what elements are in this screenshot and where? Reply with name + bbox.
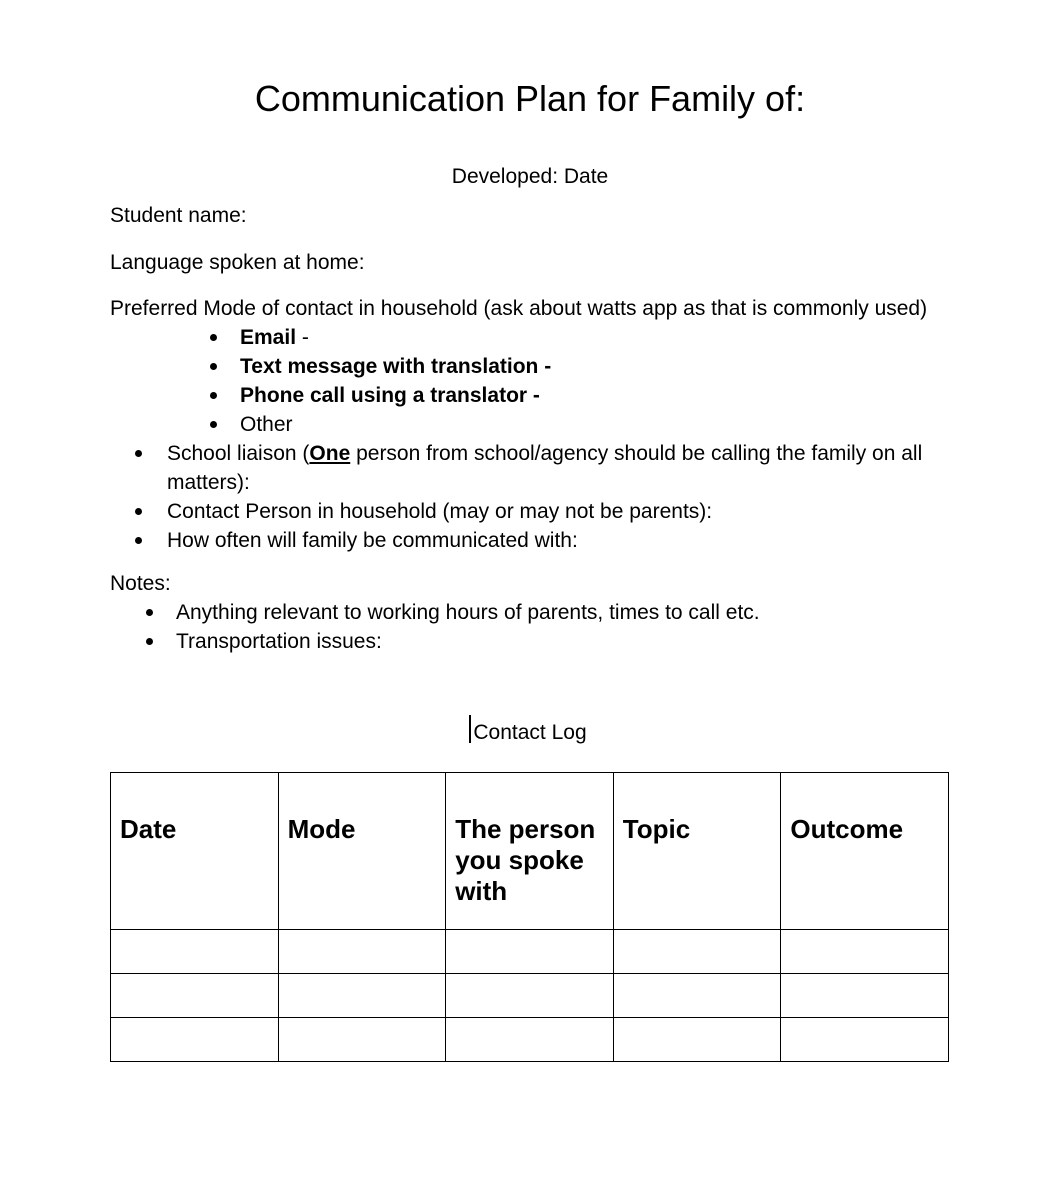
mode-option-plain-text: -: [296, 326, 309, 349]
communication-frequency-item[interactable]: How often will family be communicated with:: [110, 526, 950, 555]
mode-option-text-message[interactable]: [110, 352, 950, 381]
contact-log-heading-text: [473, 718, 586, 747]
contact-log-table: [110, 772, 949, 1062]
liaison-prefix: School liaison (: [167, 442, 310, 465]
student-name-line[interactable]: Student name:: [110, 204, 247, 227]
notes-transportation-item[interactable]: Transportation issues:: [110, 627, 950, 656]
table-cell[interactable]: [111, 1018, 279, 1062]
table-cell[interactable]: [111, 930, 279, 974]
table-row: [111, 930, 949, 974]
preferred-mode-line[interactable]: Preferred Mode of contact in household (ask about watts app as that is commonly used): [110, 297, 928, 320]
mode-option-bold-text: Phone call using a translator -: [240, 384, 540, 407]
contact-person-item[interactable]: Contact Person in household (may or may not be parents):: [110, 497, 950, 526]
notes-list: [110, 598, 950, 656]
contact-log-table-header: [111, 773, 949, 930]
table-cell[interactable]: [613, 974, 781, 1018]
mode-option-other[interactable]: [110, 410, 950, 439]
table-cell[interactable]: [111, 974, 279, 1018]
text-cursor: [469, 715, 471, 743]
contact-table-empty-rows: [111, 930, 949, 1062]
mode-options-list: [110, 323, 950, 439]
mode-option-plain-text: Other: [240, 413, 293, 436]
mode-option-email[interactable]: [110, 323, 950, 352]
column-header-topic[interactable]: Topic: [613, 773, 781, 930]
table-cell[interactable]: [446, 974, 614, 1018]
table-header-row: [111, 773, 949, 930]
liaison-suffix: person from school/agency should be calling the family on all matters):: [167, 442, 923, 494]
mode-option-bold-text: Email: [240, 326, 297, 349]
school-liaison-item[interactable]: [110, 439, 950, 497]
table-cell[interactable]: [278, 974, 446, 1018]
table-cell[interactable]: [781, 974, 949, 1018]
table-cell[interactable]: [446, 1018, 614, 1062]
column-header-mode[interactable]: Mode: [278, 773, 446, 930]
notes-label[interactable]: Notes:: [110, 572, 171, 595]
table-row: [111, 1018, 949, 1062]
table-row: [111, 974, 949, 1018]
table-cell[interactable]: [781, 1018, 949, 1062]
liaison-emphasis: One: [309, 442, 351, 465]
developed-date-line[interactable]: Developed: Date: [451, 165, 609, 188]
language-line[interactable]: Language spoken at home:: [110, 251, 365, 274]
column-header-person[interactable]: The person you spoke with: [446, 773, 614, 930]
column-header-outcome[interactable]: Outcome: [781, 773, 949, 930]
contact-log-heading[interactable]: [110, 718, 950, 747]
notes-working-hours-item[interactable]: Anything relevant to working hours of parents, times to call etc.: [110, 598, 950, 627]
mode-option-bold-text: Text message with translation -: [240, 355, 552, 378]
table-cell[interactable]: [613, 930, 781, 974]
contact-details-list: [110, 439, 950, 555]
table-cell[interactable]: [781, 930, 949, 974]
table-cell[interactable]: [278, 930, 446, 974]
mode-option-phone-call[interactable]: [110, 381, 950, 410]
column-header-date[interactable]: Date: [111, 773, 279, 930]
contact-log-heading-label: Contact Log: [473, 721, 587, 744]
table-cell[interactable]: [446, 930, 614, 974]
document-title[interactable]: Communication Plan for Family of:: [254, 78, 806, 119]
table-cell[interactable]: [613, 1018, 781, 1062]
table-cell[interactable]: [278, 1018, 446, 1062]
